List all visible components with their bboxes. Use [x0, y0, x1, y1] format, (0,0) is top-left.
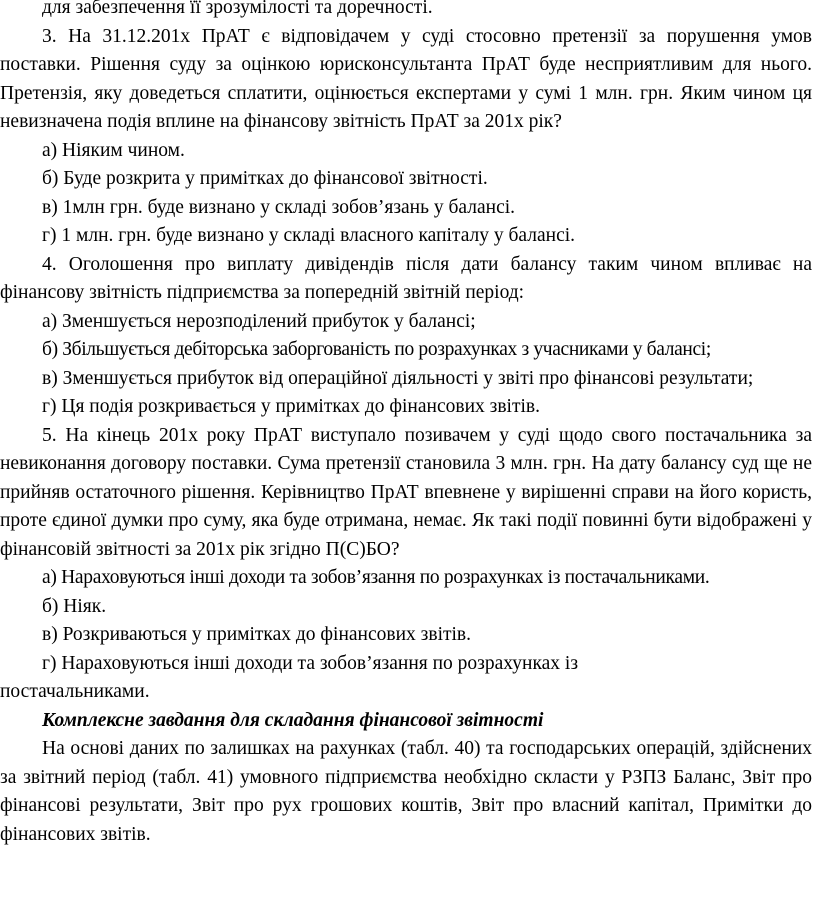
- q5-option-a: а) Нараховуються інші доходи та зобов’язання по розрахунках із постачальниками.: [42, 567, 710, 588]
- q3-option-b: б) Буде розкрита у примітках до фінансової звітності.: [42, 168, 488, 189]
- question-4: 4. Оголошення про виплату дивідендів після дати балансу таким чином впливає на фінансову звітність підприємства за попередній звітній період:: [0, 253, 812, 303]
- q3-option-d: г) 1 млн. грн. буде визнано у складі власного капіталу у балансі.: [42, 225, 576, 246]
- task-text: На основі даних по залишках на рахунках (табл. 40) та господарських операцій, здійснених за звітний період (табл. 41) умовного підприємства необхідно скласти у РЗПЗ Баланс, Звіт про фінансові результати, Звіт про рух грошових коштів, Звіт про власний капітал, Примітки до фінансових звітів.: [0, 738, 812, 845]
- q4-option-b: б) Збільшується дебіторська заборгованість по розрахунках з учасниками у балансі;: [42, 339, 711, 360]
- q3-option-a: а) Ніяким чином.: [42, 139, 185, 161]
- question-5: 5. На кінець 201х року ПрАТ виступало позивачем у суді щодо свого постачальника за невиконання договору поставки. Сума претензії становила 3 млн. грн. На дату балансу суд ще не прийняв остаточного рішення. Керівництво ПрАТ впевнене у вирішенні справи на його користь, проте єдиної думки про суму, яка буде отримана, немає. Як такі події повинні бути відображені у фінансовій звітності за 201х рік згідно П(С)БО?: [0, 424, 812, 560]
- intro-tail: для забезпечення її зрозумілості та доречності.: [42, 0, 433, 18]
- q4-option-c: в) Зменшується прибуток від операційної діяльності у звіті про фінансові результати;: [42, 367, 754, 389]
- q5-option-d: г) Нараховуються інші доходи та зобов’язання по розрахунках із постачальниками.: [0, 652, 579, 702]
- q3-option-c: в) 1млн грн. буде визнано у складі зобов’язань у балансі.: [42, 196, 516, 218]
- q4-option-a: а) Зменшується нерозподілений прибуток у балансі;: [42, 310, 476, 332]
- q4-option-d: г) Ця подія розкривається у примітках до фінансових звітів.: [42, 396, 540, 417]
- task-heading: Комплексне завдання для складання фінансової звітності: [42, 709, 544, 731]
- question-3: 3. На 31.12.201х ПрАТ є відповідачем у суді стосовно претензії за порушення умов поставки. Рішення суду за оцінкою юрисконсультанта ПрАТ буде несприятливим для нього. Претензія, яку доведеться сплатити, оцінюється експертами у сумі 1 млн. грн. Яким чином ця невизначена подія вплине на фінансову звітність ПрАТ за 201х рік?: [0, 25, 812, 132]
- q5-option-c: в) Розкриваються у примітках до фінансових звітів.: [42, 624, 472, 645]
- q5-option-b: б) Ніяк.: [42, 595, 107, 617]
